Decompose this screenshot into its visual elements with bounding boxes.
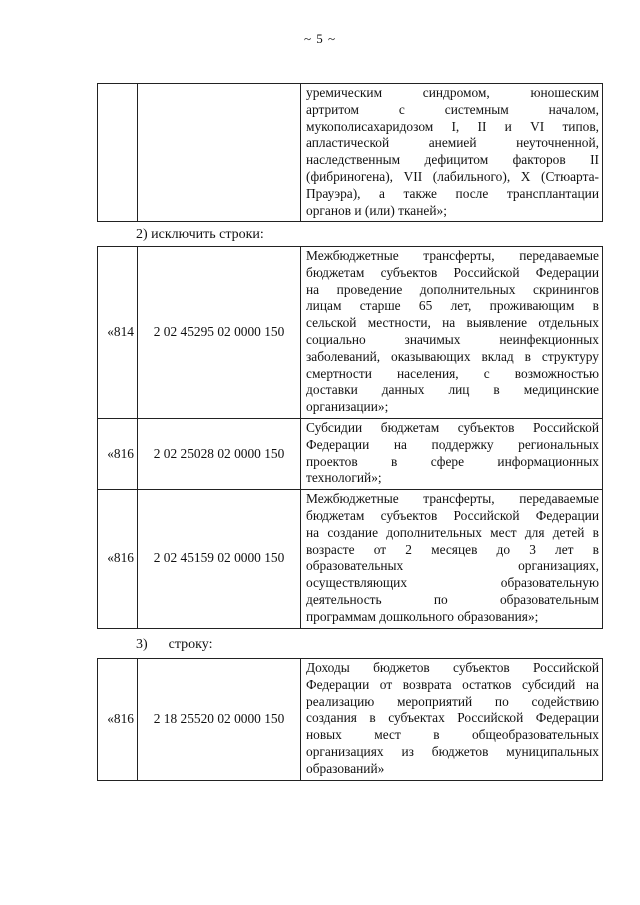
description-line: бюджетам субъектов Российской Федерации — [306, 264, 599, 280]
description-line: создания в субъектах Российской Федерации — [306, 710, 599, 726]
table-row — [98, 659, 603, 781]
description-line: социально значимых неинфекционных — [306, 331, 599, 347]
description-line: Межбюджетные трансферты, передаваемые — [306, 248, 599, 263]
description-line: бюджетам субъектов Российской Федерации — [306, 507, 599, 523]
description-line: уремическим синдромом, юношеским — [306, 85, 599, 100]
description-line: образовательных организациях, — [306, 558, 599, 574]
description-line: на создание дополнительных мест для детей в — [306, 524, 599, 540]
description-line: технологий»; — [306, 470, 382, 486]
description-line: новых мест в общеобразовательных — [306, 727, 599, 743]
description-line: Прауэра), а также после трансплантации — [306, 185, 599, 201]
description-line: Доходы бюджетов субъектов Российской — [306, 660, 599, 675]
description-line: (фибриногена), VII (лабильного), X (Стюарта- — [306, 168, 599, 184]
table-row — [98, 490, 603, 628]
item-2-exclude-rows: 2) исключить строки: — [136, 227, 264, 242]
description-line: наследственным дефицитом факторов II — [306, 152, 599, 168]
description-cell — [301, 247, 603, 419]
item-3-row: 3) строку: — [136, 637, 213, 652]
row-number-cell: «816 — [98, 418, 138, 489]
description-line: сельской местности, на выявление отдельных — [306, 315, 599, 331]
description-line: организациях из бюджетов муниципальных — [306, 743, 599, 759]
income-code-cell: 2 02 45295 02 0000 150 — [138, 247, 301, 419]
description-line: возрасте от 2 месяцев до 3 лет в — [306, 541, 599, 557]
description-line: организации»; — [306, 399, 389, 415]
income-code-cell: 2 18 25520 02 0000 150 — [138, 659, 301, 781]
excluded-rows-table — [97, 246, 603, 629]
description-line: органов и (или) тканей»; — [306, 202, 447, 218]
row-number-cell: «816 — [98, 659, 138, 781]
description-line: смертности населения, с возможностью — [306, 365, 599, 381]
description-line: мукополисахаридозом I, II и VI типов, — [306, 118, 599, 134]
description-cell — [301, 490, 603, 628]
income-code-cell: 2 02 45159 02 0000 150 — [138, 490, 301, 628]
row-number-cell: «816 — [98, 490, 138, 628]
description-line: программам дошкольного образования»; — [306, 608, 539, 624]
description-line: реализацию мероприятий по содействию — [306, 693, 599, 709]
table-row — [98, 418, 603, 489]
description-line: Субсидии бюджетам субъектов Российской — [306, 419, 599, 435]
description-line: осуществляющих образовательную — [306, 575, 599, 591]
description-line: проектов в сфере информационных — [306, 453, 599, 469]
description-line: деятельность по образовательным — [306, 591, 599, 607]
description-line: Межбюджетные трансферты, передаваемые — [306, 491, 599, 507]
row-number-cell: «814 — [98, 247, 138, 419]
table-row — [98, 84, 603, 222]
table-row — [98, 247, 603, 419]
description-cell — [301, 84, 603, 222]
page-number: ~ 5 ~ — [303, 31, 337, 46]
row-number-cell — [98, 84, 138, 222]
row-table — [97, 658, 603, 781]
amendment-table-continued — [97, 83, 603, 222]
description-line: заболеваний, оказывающих вклад в структуру — [306, 348, 599, 364]
description-cell — [301, 418, 603, 489]
income-code-cell: 2 02 25028 02 0000 150 — [138, 418, 301, 489]
description-line: артритом с системным началом, — [306, 101, 599, 117]
description-line: апластической анемией неуточненной, — [306, 135, 599, 151]
description-line: доставки данных лиц в медицинские — [306, 382, 599, 398]
income-code-cell — [138, 84, 301, 222]
description-cell — [301, 659, 603, 781]
description-line: Федерации от возврата остатков субсидий на — [306, 676, 599, 692]
description-line: лицам старше 65 лет, проживающим в — [306, 298, 599, 314]
description-line: на проведение дополнительных скринингов — [306, 281, 599, 297]
description-line: Федерации на поддержку региональных — [306, 436, 599, 452]
description-line: образований» — [306, 760, 385, 776]
